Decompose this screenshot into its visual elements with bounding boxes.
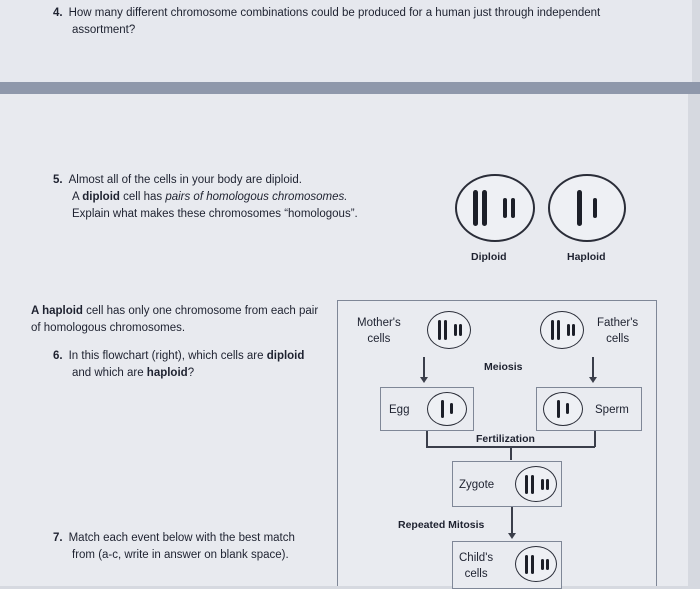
- mother-cell-icon: [427, 311, 471, 349]
- question-6: 6. In this flowchart (right), which cells are diploid and which are haploid?: [53, 350, 305, 379]
- flowchart: [337, 300, 657, 586]
- homologous-definition: pairs of homologous chromosomes.: [165, 191, 348, 203]
- chromosome: [525, 475, 528, 494]
- connector-line: [510, 446, 512, 460]
- meiosis-label: Meiosis: [484, 361, 523, 373]
- chromosome: [557, 320, 560, 340]
- chromosome: [459, 324, 462, 336]
- chromosome: [551, 320, 554, 340]
- chromosome: [546, 479, 549, 490]
- zygote-cell-icon: [515, 466, 557, 502]
- connector-line: [426, 431, 428, 447]
- question-5-number: 5.: [53, 174, 63, 186]
- sperm-cell-icon: [543, 392, 583, 426]
- section-divider: [0, 82, 700, 94]
- chromosome: [566, 403, 569, 414]
- haploid-explanation: A haploid cell has only one chromosome from each pair of homologous chromosomes.: [31, 305, 319, 334]
- fertilization-label: Fertilization: [476, 433, 535, 445]
- chromosome: [454, 324, 457, 336]
- chromosome: [593, 198, 597, 218]
- father-cell-icon: [540, 311, 584, 349]
- sperm-label: Sperm: [595, 404, 629, 416]
- question-4-line2: assortment?: [72, 24, 136, 36]
- question-7-line1: Match each event below with the best match: [68, 532, 295, 544]
- question-4-line1: How many different chromosome combinations could be produced for a human just through independent: [68, 7, 601, 19]
- sperm-box: [536, 387, 642, 431]
- chromosome: [503, 198, 507, 218]
- diploid-cell-diagram: [455, 174, 535, 242]
- arrow-head: [589, 377, 597, 383]
- chromosome: [450, 403, 453, 414]
- question-6-number: 6.: [53, 350, 63, 362]
- connector-line: [594, 431, 596, 447]
- mitosis-arrow: [511, 507, 513, 533]
- meiosis-arrow-left: [423, 357, 425, 377]
- chromosome: [473, 190, 478, 226]
- chromosome: [441, 400, 444, 418]
- chromosome: [541, 479, 544, 490]
- question-4-number: 4.: [53, 7, 63, 19]
- haploid-cell-diagram: [548, 174, 626, 242]
- egg-cell-icon: [427, 392, 467, 426]
- arrow-head: [420, 377, 428, 383]
- diploid-label: Diploid: [471, 251, 507, 263]
- question-4: [53, 5, 600, 39]
- question-5-line1: Almost all of the cells in your body are diploid.: [68, 174, 302, 186]
- repeated-mitosis-label: Repeated Mitosis: [398, 519, 485, 531]
- child-cells-box: [452, 541, 562, 589]
- chromosome: [444, 320, 447, 340]
- chromosome: [577, 190, 582, 226]
- haploid-label: Haploid: [567, 251, 606, 263]
- child-cell-icon: [515, 546, 557, 582]
- egg-box: [380, 387, 474, 431]
- arrow-head: [508, 533, 516, 539]
- chromosome: [557, 400, 560, 418]
- chromosome: [541, 559, 544, 570]
- mother-cells-label: Mother's cells: [357, 317, 401, 345]
- question-5: 5. Almost all of the cells in your body are diploid. A diploid cell has pairs of homologous chromosomes. Explain what makes these chromosomes “homologous”.: [53, 174, 358, 220]
- chromosome: [511, 198, 515, 218]
- father-cells-label: Father's cells: [597, 317, 639, 345]
- chromosome: [438, 320, 441, 340]
- child-cells-label: Child's cells: [459, 552, 494, 580]
- diploid-term: diploid: [82, 191, 120, 203]
- chromosome: [546, 559, 549, 570]
- question-7: [53, 530, 295, 564]
- chromosome: [525, 555, 528, 574]
- zygote-label: Zygote: [459, 479, 495, 491]
- chromosome: [531, 555, 534, 574]
- question-7-number: 7.: [53, 532, 63, 544]
- chromosome: [567, 324, 570, 336]
- question-5-line3: Explain what makes these chromosomes “homologous”.: [72, 208, 358, 220]
- chromosome: [572, 324, 575, 336]
- egg-label: Egg: [389, 404, 410, 416]
- meiosis-arrow-right: [592, 357, 594, 377]
- chromosome: [482, 190, 487, 226]
- zygote-box: [452, 461, 562, 507]
- question-7-line2: from (a-c, write in answer on blank space).: [72, 549, 289, 561]
- chromosome: [531, 475, 534, 494]
